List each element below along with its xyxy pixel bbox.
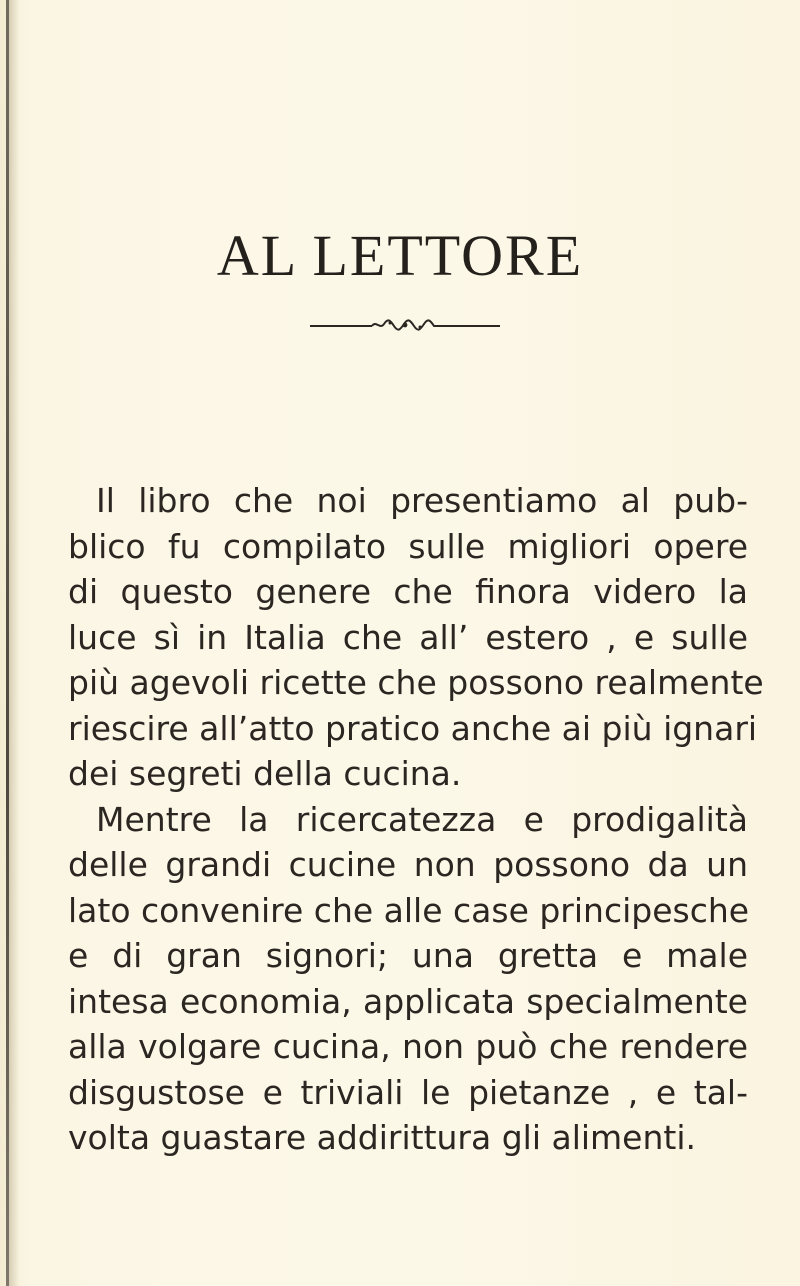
text-line: Mentre la ricercatezza e prodigalità	[96, 799, 748, 839]
text-line: dei segreti della cucina.	[68, 754, 462, 793]
text-line: lato convenire che alle case principesche	[68, 890, 750, 930]
binding-shadow	[9, 0, 19, 1286]
text-line: disgustose e triviali le pietanze , e tal-	[68, 1072, 748, 1112]
text-line: intesa economia, applicata specialmente	[68, 981, 748, 1021]
text-line: luce sì in Italia che all’ estero , e sulle	[68, 617, 748, 657]
text-line: di questo genere che finora videro la	[68, 572, 748, 611]
text-line: riescire all’atto pratico anche ai più ignari	[68, 708, 758, 748]
page-title: AL LETTORE	[216, 223, 584, 288]
text-line: più agevoli ricette che possono realmente	[68, 663, 764, 702]
text-line: volta guastare addirittura gli alimenti.	[68, 1118, 696, 1157]
text-line: alla volgare cucina, non può che rendere	[68, 1027, 748, 1066]
text-line: e di gran signori; una gretta e male	[68, 936, 748, 975]
text-line: Il libro che noi presentiamo al pub-	[96, 481, 748, 520]
body-text	[68, 478, 764, 1161]
text-line: delle grandi cucine non possono da un	[68, 845, 748, 884]
text-line: blico fu compilato sulle migliori opere	[68, 526, 748, 566]
decorative-rule-icon	[310, 318, 500, 332]
